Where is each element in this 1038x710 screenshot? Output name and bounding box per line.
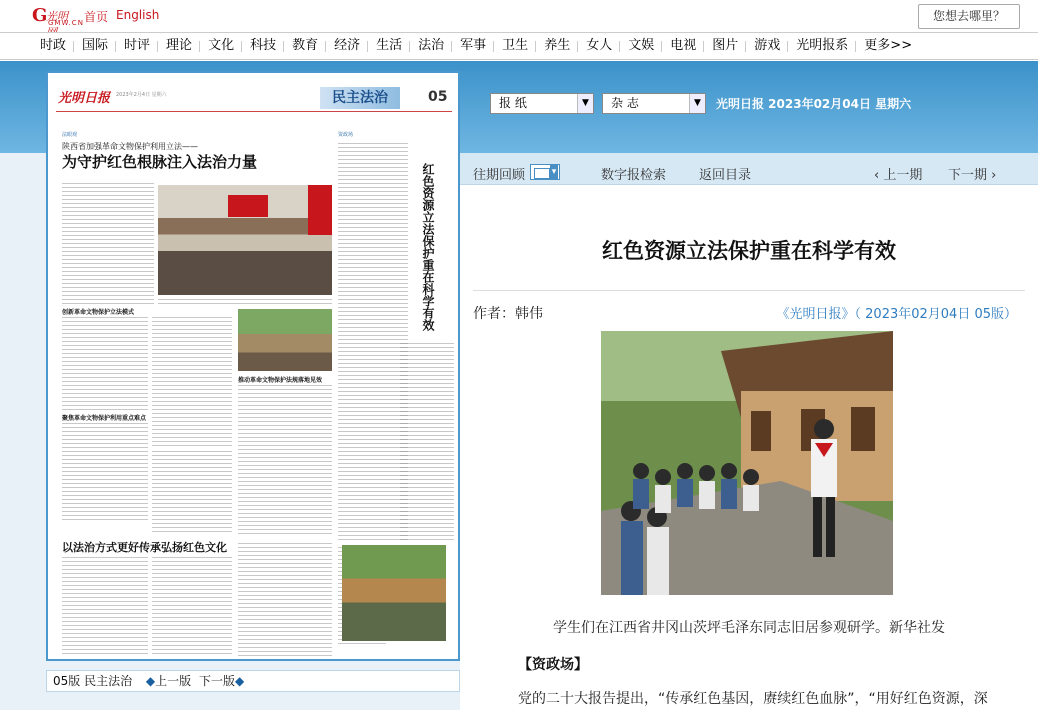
nav-item[interactable]: 电视 — [662, 33, 704, 59]
section-b-title: 聚焦革命文物保护利用重点难点 — [62, 415, 147, 422]
issue-info: 光明日报 2023年02月04日 星期六 — [716, 97, 912, 111]
photo-caption-lines — [158, 299, 332, 307]
article-photo-drawing — [601, 331, 893, 595]
prev-issue-link[interactable] — [874, 164, 922, 183]
prev-page-label: 上一版 — [155, 674, 192, 688]
nav-item[interactable]: 更多>> — [864, 38, 913, 53]
text-column — [62, 317, 148, 411]
prev-issue-label: 上一期 — [883, 168, 923, 183]
tag-right: 资政场 — [338, 132, 354, 138]
calendar-icon[interactable] — [530, 164, 560, 180]
home-link[interactable]: 首页 — [84, 10, 109, 24]
newspaper-page-number: 05 — [428, 89, 448, 105]
english-link[interactable]: English — [116, 8, 160, 22]
paper-select-value: 报 纸 — [499, 96, 527, 110]
top-bar — [0, 0, 1038, 32]
nav-item[interactable]: 养生 — [536, 33, 578, 59]
nav-item[interactable]: 生活 — [368, 33, 410, 59]
logo-text: 光明 — [46, 10, 68, 23]
text-column — [400, 343, 454, 543]
nav-item[interactable]: 时政 — [32, 33, 74, 59]
nav-item[interactable]: 文娱 — [620, 33, 662, 59]
section-banner: 民主法治 — [320, 87, 400, 109]
chevron-down-icon: ▼ — [577, 94, 593, 113]
article-title: 红色资源立法保护重在科学有效 — [602, 239, 896, 263]
source-link[interactable]: 《光明日报》（ 2023年02月04日 05版） — [776, 307, 1017, 322]
logo-g-icon: G — [32, 5, 48, 26]
nav-item[interactable]: 国际 — [74, 33, 116, 59]
text-column — [62, 557, 148, 657]
nav-item[interactable]: 教育 — [284, 33, 326, 59]
article-subhead: 【资政场】 — [518, 657, 588, 673]
nav-item[interactable]: 卫生 — [494, 33, 536, 59]
red-banner-shape — [228, 195, 268, 217]
nav-item[interactable]: 光明报系 — [788, 33, 856, 59]
article-photo — [601, 331, 893, 595]
divider — [56, 111, 452, 112]
newspaper-date: 2023年2月4日 星期六 — [116, 92, 167, 98]
next-page-link[interactable]: 下一版◆ — [199, 674, 245, 688]
paper-select[interactable] — [490, 93, 594, 114]
photo-caption: 学生们在江西省井冈山茨坪毛泽东同志旧居参观研学。新华社发 — [553, 620, 945, 636]
page-label: 05版 民主法治 — [53, 674, 133, 688]
logo-sub: GMW.CN — [48, 19, 84, 27]
chevron-left-icon: ‹ — [874, 168, 884, 183]
magazine-select[interactable] — [602, 93, 706, 114]
chevron-right-icon: › — [991, 168, 997, 183]
nav-item[interactable]: 时评 — [116, 33, 158, 59]
nav-item[interactable]: 科技 — [242, 33, 284, 59]
digital-search-link[interactable]: 数字报检索 — [601, 168, 667, 183]
prev-page-link[interactable]: ◆上一版 — [145, 674, 192, 688]
nav-item[interactable]: 游戏 — [746, 33, 788, 59]
nav-item[interactable]: 经济 — [326, 33, 368, 59]
text-column — [338, 143, 408, 543]
text-column — [238, 385, 332, 535]
nav-item[interactable]: 理论 — [158, 33, 200, 59]
newspaper-page[interactable] — [46, 71, 460, 661]
nav-item[interactable]: 文化 — [200, 33, 242, 59]
next-issue-label: 下一期 — [948, 168, 988, 183]
section-a-title: 创新革命文物保护立法模式 — [62, 309, 135, 316]
nav-item[interactable]: 图片 — [704, 33, 746, 59]
past-review-link[interactable]: 往期回顾 — [473, 168, 526, 183]
red-flag-shape — [308, 185, 332, 235]
text-column — [152, 557, 232, 657]
text-column — [152, 451, 232, 535]
where-to-go-button[interactable]: 您想去哪里？ — [918, 4, 1020, 29]
next-issue-link[interactable] — [948, 164, 996, 183]
article-headline-vertical[interactable]: 红色资源立法保护重在科学有效 — [421, 163, 435, 331]
newspaper-photo-building[interactable] — [238, 309, 332, 371]
page-footer-nav — [46, 670, 460, 692]
tag-left: 法眼观 — [62, 132, 78, 138]
article-headline-2[interactable]: 以法治方式更好传承弘扬红色文化 — [62, 541, 227, 554]
newspaper-photo-hall[interactable] — [158, 185, 332, 295]
nav-item[interactable]: 女人 — [578, 33, 620, 59]
main-nav — [0, 32, 1038, 60]
text-column — [62, 423, 148, 523]
text-column — [152, 317, 232, 447]
back-to-index-link[interactable]: 返回目录 — [699, 168, 752, 183]
gmw-logo[interactable] — [32, 5, 84, 27]
nav-item[interactable]: 军事 — [452, 33, 494, 59]
text-column — [62, 183, 154, 305]
article-kicker[interactable]: 陕西省加强革命文物保护利用立法—— — [62, 142, 198, 151]
nav-item[interactable]: 法治 — [410, 33, 452, 59]
text-column — [238, 543, 332, 657]
magazine-select-value: 杂 志 — [611, 96, 639, 110]
article-body: 党的二十大报告提出，“传承红色基因，赓续红色血脉”，“用好红色资源，深 — [518, 691, 988, 707]
next-page-label: 下一版 — [199, 674, 236, 688]
newspaper-photo-students[interactable] — [342, 545, 446, 641]
author-row — [473, 290, 1025, 330]
section-c-title: 推动革命文物保护法规落地见效 — [238, 377, 323, 384]
newspaper-logo: 光明日报 — [58, 91, 111, 106]
chevron-down-icon: ▼ — [689, 94, 705, 113]
article-headline-1[interactable]: 为守护红色根脉注入法治力量 — [62, 153, 258, 171]
author: 作者：韩伟 — [473, 306, 543, 322]
